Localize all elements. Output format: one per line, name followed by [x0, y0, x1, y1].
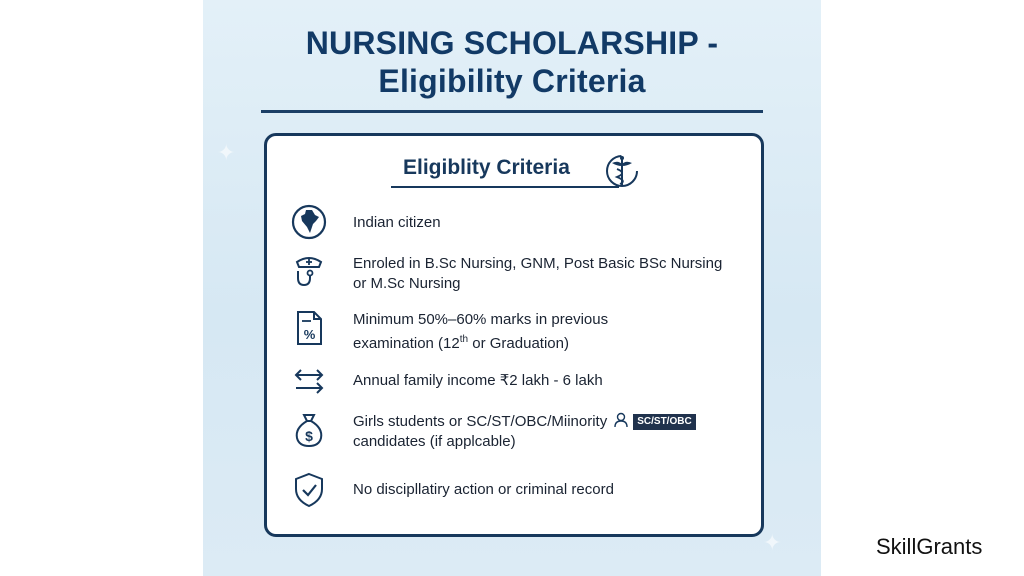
- criteria-text: No discipllatiry action or criminal record: [353, 481, 614, 498]
- shield-check-icon: [289, 470, 329, 510]
- money-bag-icon: [289, 410, 329, 450]
- exchange-arrows-icon: [289, 361, 329, 401]
- poster-title-line-1: NURSING SCHOLARSHIP -: [305, 25, 719, 61]
- card-title: Eligiblity Criteria: [403, 156, 570, 179]
- criteria-text: Indian citizen: [353, 214, 441, 231]
- poster-title-line-2: Eligibility Criteria: [378, 63, 646, 99]
- brand-wordmark: SkillGrants: [876, 534, 983, 559]
- percent-document-icon: [289, 308, 329, 348]
- criteria-text: Girls students or SC/ST/OBC/Miinority SC/ST/OBC candidates (if applcable): [353, 412, 696, 452]
- svg-text:$: $: [305, 428, 313, 444]
- nurse-stethoscope-icon: [289, 252, 329, 292]
- sparkle-icon: ✦: [763, 530, 782, 555]
- person-icon: [613, 412, 629, 428]
- india-map-icon: [289, 202, 329, 242]
- criteria-text: Enroled in B.Sc Nursing, GNM, Post Basic BSc Nursing or M.Sc Nursing: [353, 255, 723, 292]
- eligibility-poster: [203, 0, 821, 576]
- card-title-underline: [391, 186, 619, 188]
- criteria-text: Minimum 50%–60% marks in previous examination (12th or Graduation): [353, 311, 609, 352]
- criteria-card: [264, 133, 764, 537]
- criteria-text: Annual family income ₹2 lakh - 6 lakh: [353, 372, 603, 389]
- caduceus-icon: [600, 154, 644, 188]
- category-badge: SC/ST/OBC: [633, 414, 695, 430]
- title-divider: [261, 110, 763, 113]
- poster-title: [203, 24, 821, 100]
- sparkle-icon: ✦: [217, 140, 236, 165]
- svg-text:%: %: [303, 327, 316, 342]
